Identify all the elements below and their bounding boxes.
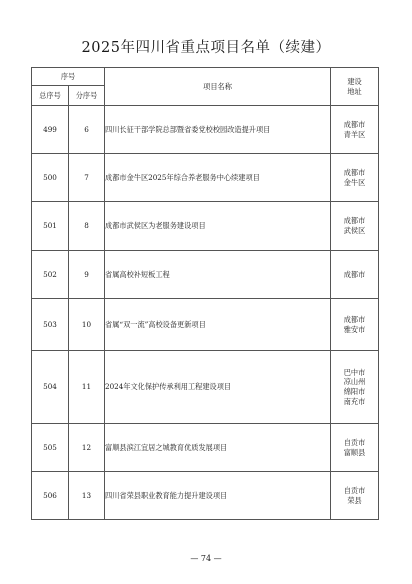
location-cell bbox=[331, 154, 379, 202]
location-line: 自贡市 bbox=[343, 485, 366, 495]
location-line: 青羊区 bbox=[343, 129, 366, 139]
sub-seq-cell: 13 bbox=[69, 472, 105, 520]
location-header bbox=[331, 68, 379, 106]
table-row bbox=[32, 299, 379, 351]
sub-seq-cell: 6 bbox=[69, 106, 105, 154]
total-seq-cell: 504 bbox=[32, 351, 69, 424]
sub-seq-cell: 7 bbox=[69, 154, 105, 202]
sub-seq-cell: 9 bbox=[69, 251, 105, 299]
total-seq-cell: 500 bbox=[32, 154, 69, 202]
total-seq-cell: 503 bbox=[32, 299, 69, 351]
project-name-cell: 2024年文化保护传承利用工程建设项目 bbox=[105, 351, 331, 424]
project-name-header: 项目名称 bbox=[105, 68, 331, 106]
location-line: 绵阳市 bbox=[343, 387, 366, 396]
page-number: — 74 — bbox=[190, 554, 222, 563]
location-line: 武侯区 bbox=[343, 226, 366, 235]
table-row bbox=[32, 251, 379, 299]
project-name-cell: 四川省荣县职业教育能力提升建设项目 bbox=[105, 472, 331, 520]
sub-seq-cell: 10 bbox=[69, 299, 105, 351]
location-line: 金牛区 bbox=[343, 177, 366, 187]
sub-seq-cell: 12 bbox=[69, 424, 105, 472]
location-line: 成都市 bbox=[343, 314, 366, 324]
table-row bbox=[32, 424, 379, 472]
total-seq-cell: 506 bbox=[32, 472, 69, 520]
projects-table bbox=[31, 67, 379, 520]
location-line: 成都市 bbox=[343, 119, 366, 129]
location-cell bbox=[331, 106, 379, 154]
table-row bbox=[32, 351, 379, 424]
total-seq-cell: 505 bbox=[32, 424, 69, 472]
project-name-cell: 富顺县滨江宜居之城教育优质发展项目 bbox=[105, 424, 331, 472]
total-seq-cell: 502 bbox=[32, 251, 69, 299]
project-name-cell: 四川长征干部学院总部暨省委党校校园改造提升项目 bbox=[105, 106, 331, 154]
total-seq-header: 总序号 bbox=[32, 86, 69, 106]
project-name-cell: 成都市武侯区为老服务建设项目 bbox=[105, 202, 331, 251]
location-cell bbox=[331, 299, 379, 351]
table-row bbox=[32, 106, 379, 154]
location-line: 成都市 bbox=[343, 167, 366, 177]
location-line: 成都市 bbox=[343, 216, 366, 226]
location-header-line2: 地址 bbox=[347, 86, 362, 96]
location-line: 凉山州 bbox=[343, 377, 366, 387]
table-row bbox=[32, 202, 379, 251]
location-line: 自贡市 bbox=[343, 437, 366, 447]
sub-seq-cell: 8 bbox=[69, 202, 105, 251]
location-cell bbox=[331, 202, 379, 251]
project-name-cell: 省属高校补短板工程 bbox=[105, 251, 331, 299]
location-line: 成都市 bbox=[343, 269, 366, 279]
table-row bbox=[32, 154, 379, 202]
location-cell bbox=[331, 472, 379, 520]
project-name-cell: 成都市金牛区2025年综合养老服务中心续建项目 bbox=[105, 154, 331, 202]
location-line: 富顺县 bbox=[343, 447, 366, 457]
sub-seq-header: 分序号 bbox=[69, 86, 105, 106]
total-seq-cell: 499 bbox=[32, 106, 69, 154]
project-name-cell: 省属“双一流”高校设备更新项目 bbox=[105, 299, 331, 351]
location-cell bbox=[331, 251, 379, 299]
location-line: 巴中市 bbox=[343, 367, 366, 377]
location-cell bbox=[331, 351, 379, 424]
location-line: 雅安市 bbox=[343, 324, 366, 334]
page-title: 2025年四川省重点项目名单（续建） bbox=[81, 40, 331, 56]
location-line: 荣县 bbox=[347, 495, 362, 505]
location-header-line1: 建设 bbox=[347, 76, 362, 86]
seq-group-header: 序号 bbox=[32, 68, 105, 86]
location-cell bbox=[331, 424, 379, 472]
table-row bbox=[32, 472, 379, 520]
sub-seq-cell: 11 bbox=[69, 351, 105, 424]
location-line: 南充市 bbox=[343, 396, 366, 406]
total-seq-cell: 501 bbox=[32, 202, 69, 251]
